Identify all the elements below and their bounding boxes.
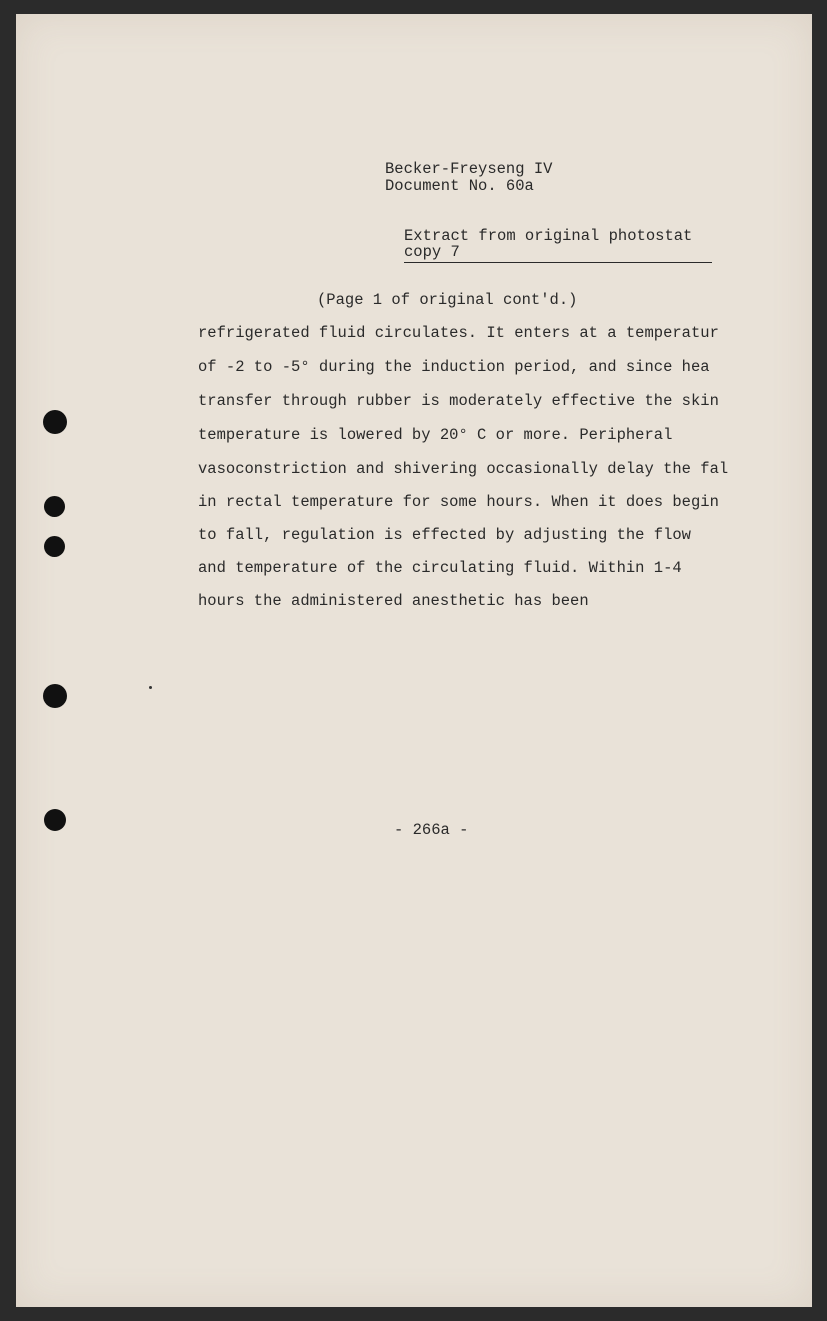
punch-hole [43, 410, 67, 434]
document-number: Document No. 60a [385, 177, 534, 195]
punch-hole [44, 536, 65, 557]
speck [149, 686, 152, 689]
punch-hole [44, 809, 66, 831]
document-page [16, 14, 812, 1307]
page-number: - 266a - [394, 821, 469, 839]
body-line: hours the administered anesthetic has been [198, 592, 589, 610]
punch-hole [44, 496, 65, 517]
body-line: transfer through rubber is moderately effective the skin [198, 392, 719, 410]
body-line: of -2 to -5° during the induction period, and since hea [198, 358, 710, 376]
continuation-note: (Page 1 of original cont'd.) [317, 291, 578, 309]
exhibit-title: Becker-Freyseng IV [385, 160, 553, 178]
punch-hole [43, 684, 67, 708]
extract-note-line2: copy 7 [404, 243, 712, 263]
extract-note-line1: Extract from original photostat [404, 227, 693, 245]
body-line: refrigerated fluid circulates. It enters at a temperatur [198, 324, 719, 342]
body-line: in rectal temperature for some hours. When it does begin [198, 493, 719, 511]
body-line: temperature is lowered by 20° C or more. Peripheral [198, 426, 673, 444]
body-line: to fall, regulation is effected by adjusting the flow [198, 526, 691, 544]
body-line: and temperature of the circulating fluid. Within 1-4 [198, 559, 682, 577]
body-line: vasoconstriction and shivering occasionally delay the fal [198, 460, 729, 478]
